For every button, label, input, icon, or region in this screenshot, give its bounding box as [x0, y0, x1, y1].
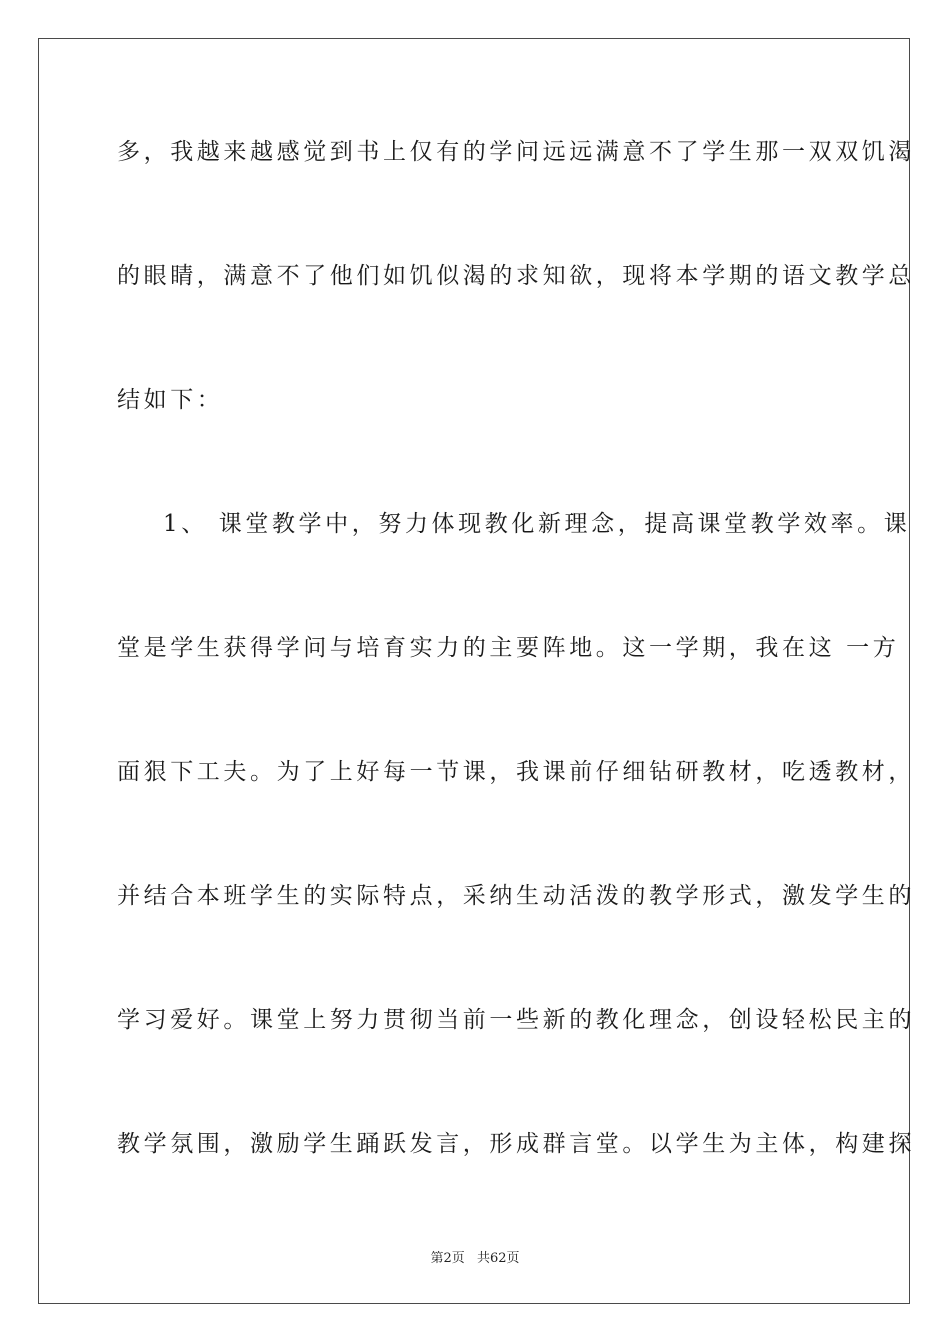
text-line-2: 的眼睛，满意不了他们如饥似渴的求知欲，现将本学期的语文教学总	[117, 263, 915, 289]
text-line-7: 并结合本班学生的实际特点，采纳生动活泼的教学形式，激发学生的	[117, 883, 915, 909]
text-line-9: 教学氛围，激励学生踊跃发言，形成群言堂。以学生为主体，构建探	[117, 1131, 915, 1157]
page-total: 共62页	[476, 1251, 520, 1266]
text-line-8: 学习爱好。课堂上努力贯彻当前一些新的教化理念，创设轻松民主的	[117, 1007, 915, 1033]
page-border	[38, 38, 915, 1304]
text-line-1: 多，我越来越感觉到书上仅有的学问远远满意不了学生那一双双饥渴	[117, 139, 915, 165]
text-line-6: 面狠下工夫。为了上好每一节课，我课前仔细钻研教材，吃透教材，	[117, 759, 915, 785]
text-line-4-numbered: 1、 课堂教学中，努力体现教化新理念，提高课堂教学效率。课	[163, 511, 911, 537]
page-footer	[0, 1247, 950, 1266]
text-line-3: 结如下：	[117, 387, 224, 413]
page-number: 第2页	[430, 1251, 465, 1266]
text-line-5: 堂是学生获得学问与培育实力的主要阵地。这一学期，我在这 一方	[117, 635, 900, 661]
